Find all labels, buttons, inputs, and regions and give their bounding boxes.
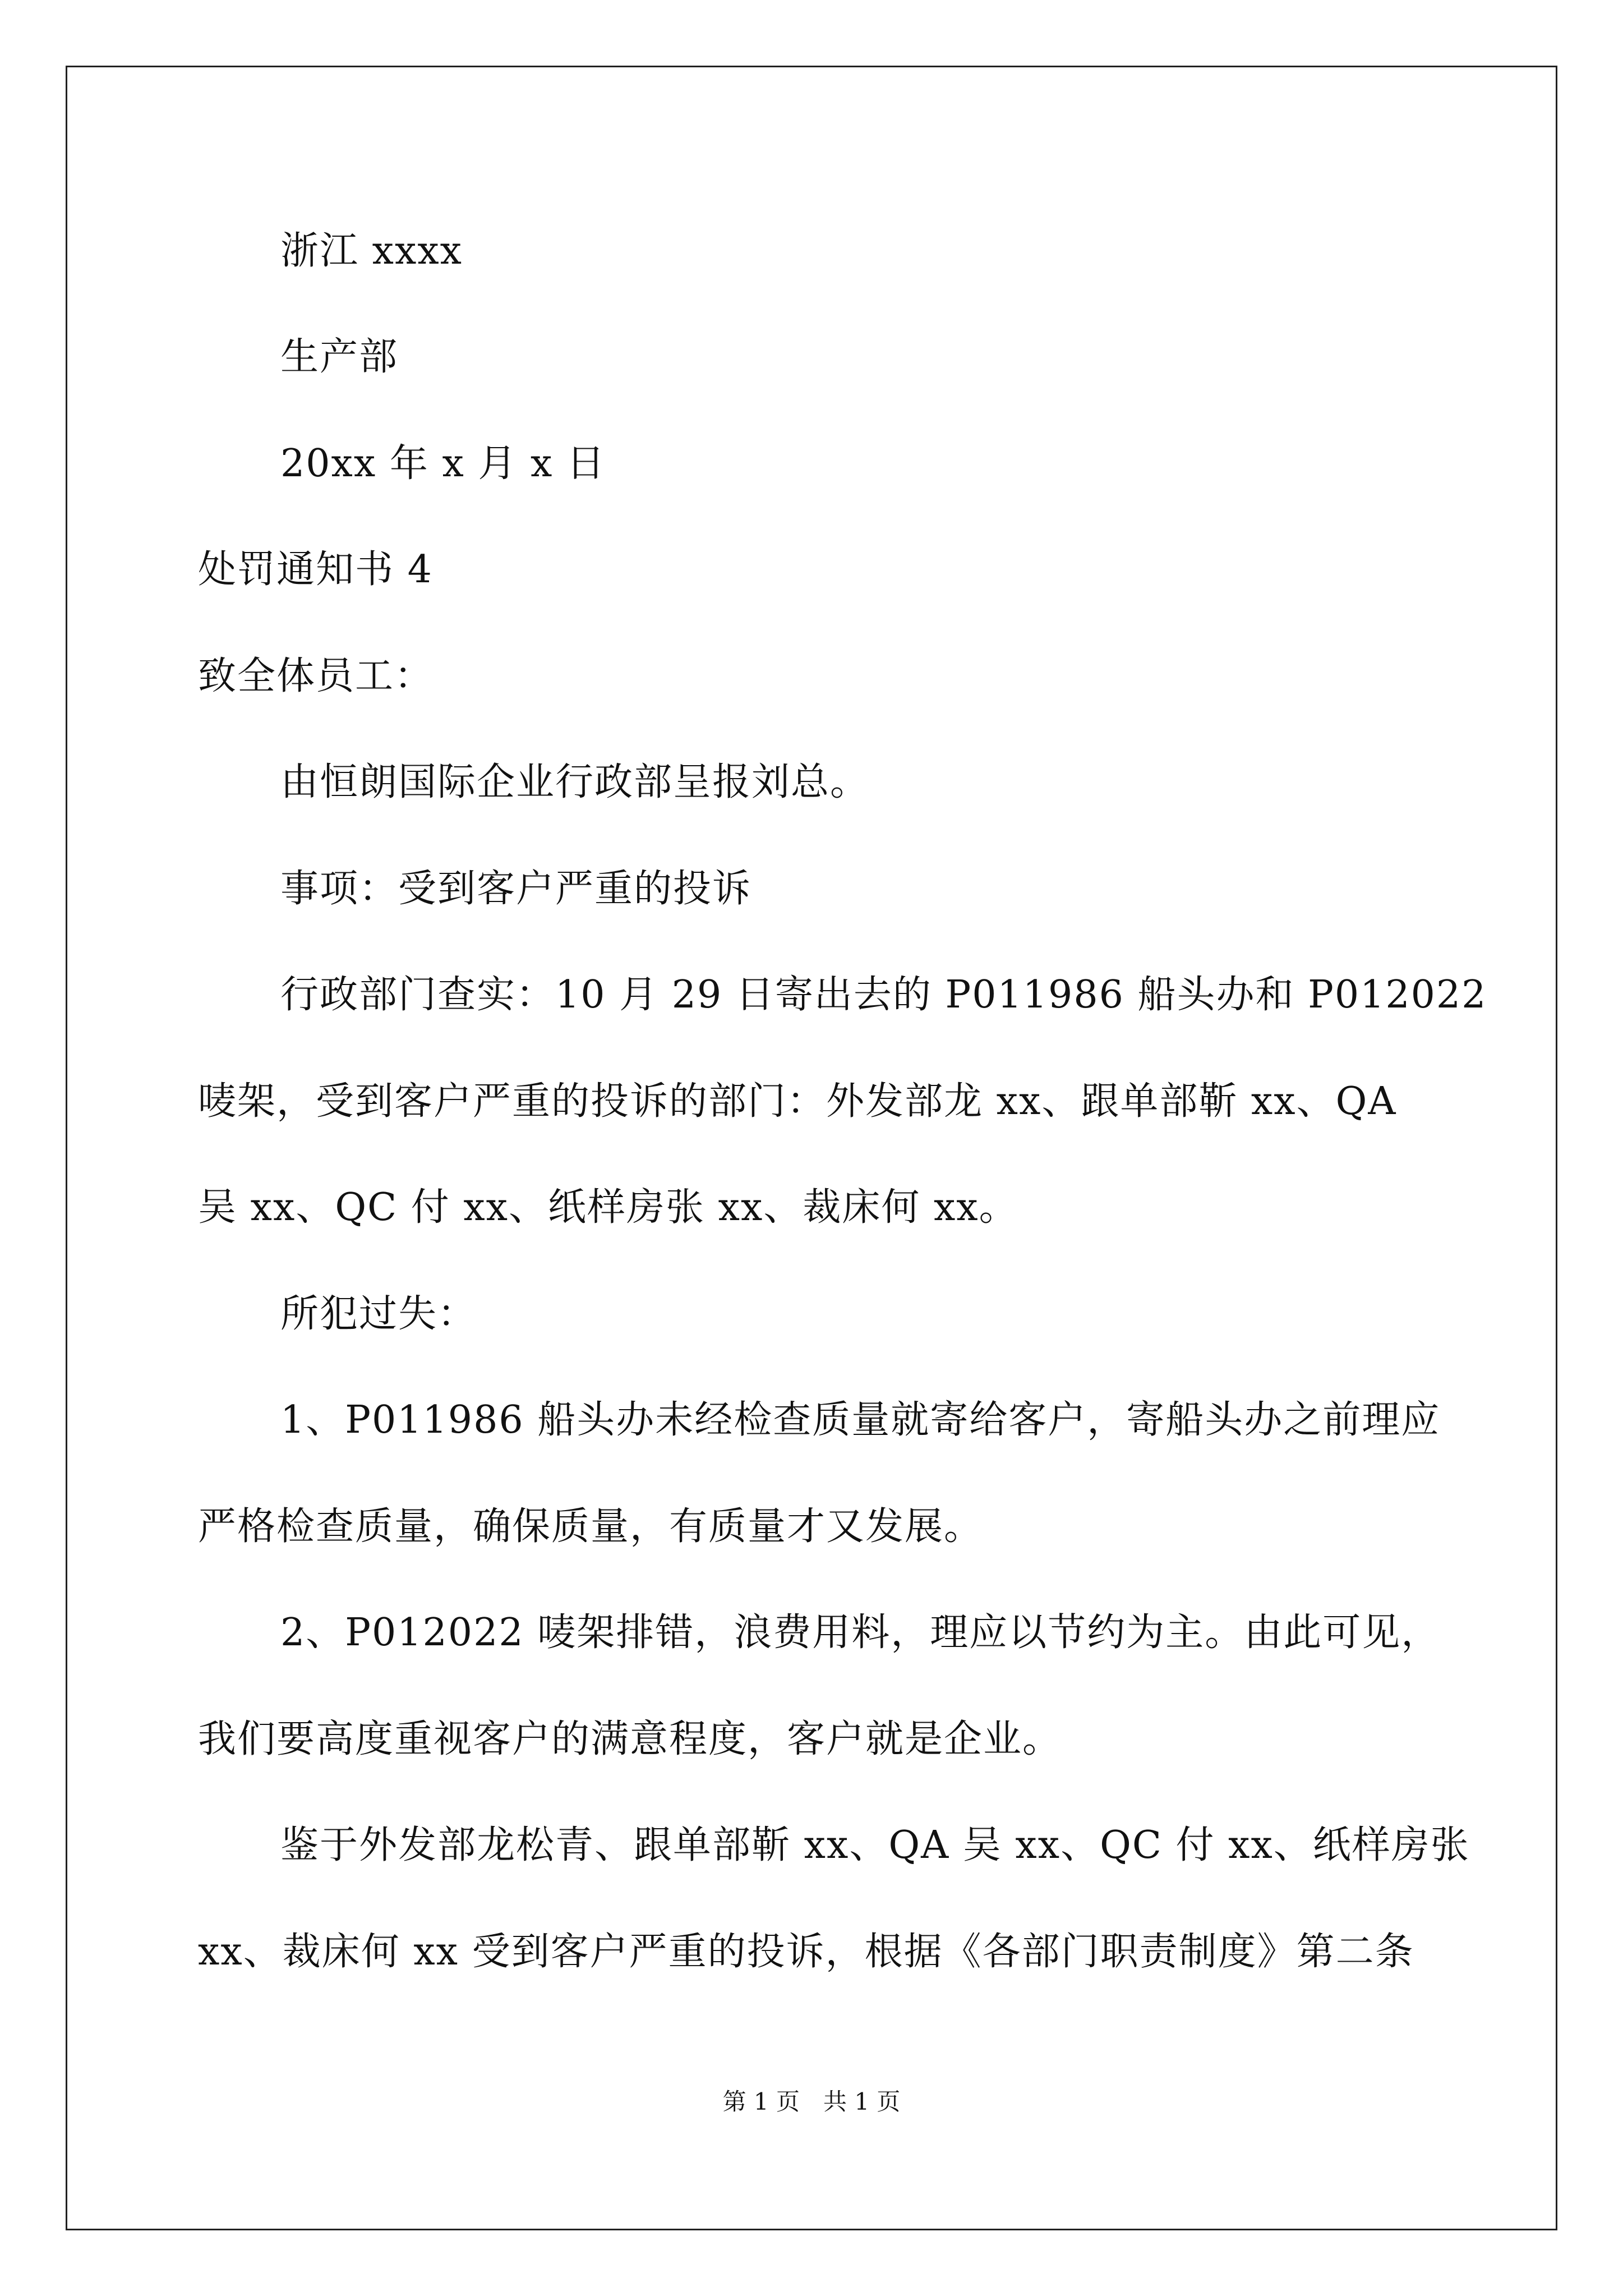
investigation-line-2: 唛架，受到客户严重的投诉的部门：外发部龙 xx、跟单部靳 xx、QA <box>198 1079 1397 1124</box>
page-border <box>66 66 1557 2230</box>
date-line: 20xx 年 x 月 x 日 <box>280 441 606 486</box>
investigation-line-3: 吴 xx、QC 付 xx、纸样房张 xx、裁床何 xx。 <box>198 1185 1018 1230</box>
notice-title: 处罚通知书 4 <box>198 547 433 592</box>
faults-heading: 所犯过失： <box>280 1292 477 1336</box>
investigation-line-1: 行政部门查实：10 月 29 日寄出去的 P011986 船头办和 P012022 <box>280 973 1487 1017</box>
company-name-line: 浙江 xxxx <box>280 229 463 273</box>
conclusion-line-2: xx、裁床何 xx 受到客户严重的投诉，根据《各部门职责制度》第二条 <box>198 1930 1414 1974</box>
salutation: 致全体员工： <box>198 654 434 698</box>
fault-2-line-2: 我们要高度重视客户的满意程度，客户就是企业。 <box>198 1717 1062 1761</box>
conclusion-line-1: 鉴于外发部龙松青、跟单部靳 xx、QA 吴 xx、QC 付 xx、纸样房张 <box>280 1823 1470 1867</box>
report-line: 由恒朗国际企业行政部呈报刘总。 <box>280 760 870 804</box>
matter-line: 事项：受到客户严重的投诉 <box>280 867 752 911</box>
fault-2-line-1: 2、P012022 唛架排错，浪费用料，理应以节约为主。由此可见， <box>280 1611 1441 1655</box>
page-number-footer: 第 1 页 共 1 页 <box>722 2088 901 2115</box>
fault-1-line-1: 1、P011986 船头办未经检查质量就寄给客户，寄船头办之前理应 <box>280 1398 1441 1442</box>
fault-1-line-2: 严格检查质量，确保质量，有质量才又发展。 <box>198 1504 984 1549</box>
department-line: 生产部 <box>280 335 399 379</box>
